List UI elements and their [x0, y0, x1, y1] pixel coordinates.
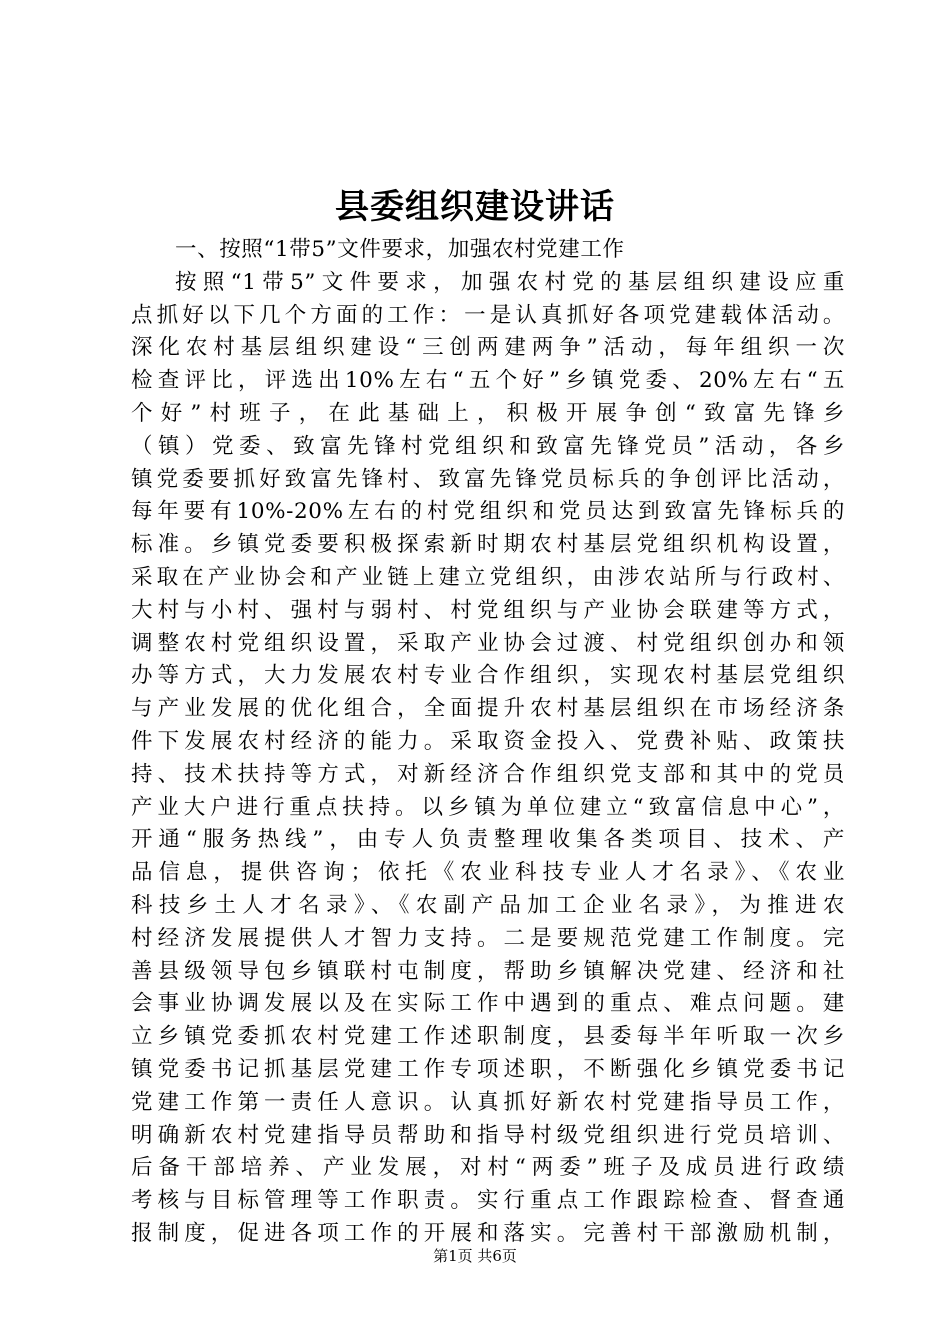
- paragraph-line: 开通“服务热线”，由专人负责整理收集各类项目、技术、产: [131, 827, 845, 853]
- paragraph-line: 调整农村党组织设置，采取产业协会过渡、村党组织创办和领: [131, 630, 845, 656]
- paragraph-line: 按照“1带5”文件要求，加强农村党的基层组织建设应重: [175, 269, 845, 295]
- paragraph-line: 件下发展农村经济的能力。采取资金投入、党费补贴、政策扶: [131, 728, 845, 754]
- page-number-footer: 第1页 共6页: [433, 1247, 517, 1265]
- document-body: [131, 234, 845, 1251]
- paragraph-line: 明确新农村党建指导员帮助和指导村级党组织进行党员培训、: [131, 1122, 845, 1148]
- paragraph-line: 镇党委书记抓基层党建工作专项述职，不断强化乡镇党委书记: [131, 1056, 845, 1082]
- paragraph-line: 科技乡土人才名录》、《农副产品加工企业名录》，为推进农: [131, 892, 845, 918]
- paragraph-line: 与产业发展的优化组合，全面提升农村基层组织在市场经济条: [131, 696, 845, 722]
- paragraph-line: 深化农村基层组织建设“三创两建两争”活动，每年组织一次: [131, 335, 845, 361]
- section-heading: 一、按照“1带5”文件要求，加强农村党建工作: [175, 237, 625, 262]
- paragraph-line: 检查评比，评选出10%左右“五个好”乡镇党委、20%左右“五: [131, 368, 845, 394]
- paragraph-line: 每年要有10%-20%左右的村党组织和党员达到致富先锋标兵的: [131, 499, 845, 525]
- paragraph-line: 采取在产业协会和产业链上建立党组织，由涉农站所与行政村、: [131, 564, 845, 590]
- paragraph-line: 考核与目标管理等工作职责。实行重点工作跟踪检查、督查通: [131, 1188, 845, 1214]
- paragraph-line: 持、技术扶持等方式，对新经济合作组织党支部和其中的党员: [131, 761, 845, 787]
- paragraph-line: 点抓好以下几个方面的工作：一是认真抓好各项党建载体活动。: [131, 302, 845, 328]
- paragraph-line: 善县级领导包乡镇联村屯制度，帮助乡镇解决党建、经济和社: [131, 958, 845, 984]
- paragraph-line: 后备干部培养、产业发展，对村“两委”班子及成员进行政绩: [131, 1155, 845, 1181]
- document-title: 县委组织建设讲话: [335, 187, 615, 227]
- paragraph-line: 个好”村班子，在此基础上，积极开展争创“致富先锋乡: [131, 400, 845, 426]
- paragraph-line: 党建工作第一责任人意识。认真抓好新农村党建指导员工作，: [131, 1089, 845, 1115]
- paragraph-line: 会事业协调发展以及在实际工作中遇到的重点、难点问题。建: [131, 991, 845, 1017]
- paragraph-line: 立乡镇党委抓农村党建工作述职制度，县委每半年听取一次乡: [131, 1024, 845, 1050]
- paragraph-line: 产业大户进行重点扶持。以乡镇为单位建立“致富信息中心”，: [131, 794, 845, 820]
- paragraph-line: 品信息，提供咨询；依托《农业科技专业人才名录》、《农业: [131, 860, 845, 886]
- paragraph-line: 标准。乡镇党委要积极探索新时期农村基层党组织机构设置，: [131, 532, 845, 558]
- paragraph-line: 大村与小村、强村与弱村、村党组织与产业协会联建等方式，: [131, 597, 845, 623]
- paragraph-line: （镇）党委、致富先锋村党组织和致富先锋党员”活动，各乡: [131, 433, 845, 459]
- paragraph-line: 办等方式，大力发展农村专业合作组织，实现农村基层党组织: [131, 663, 845, 689]
- paragraph-line: 村经济发展提供人才智力支持。二是要规范党建工作制度。完: [131, 925, 845, 951]
- paragraph-line: 报制度，促进各项工作的开展和落实。完善村干部激励机制，: [131, 1220, 845, 1246]
- paragraph-line: 镇党委要抓好致富先锋村、致富先锋党员标兵的争创评比活动，: [131, 466, 845, 492]
